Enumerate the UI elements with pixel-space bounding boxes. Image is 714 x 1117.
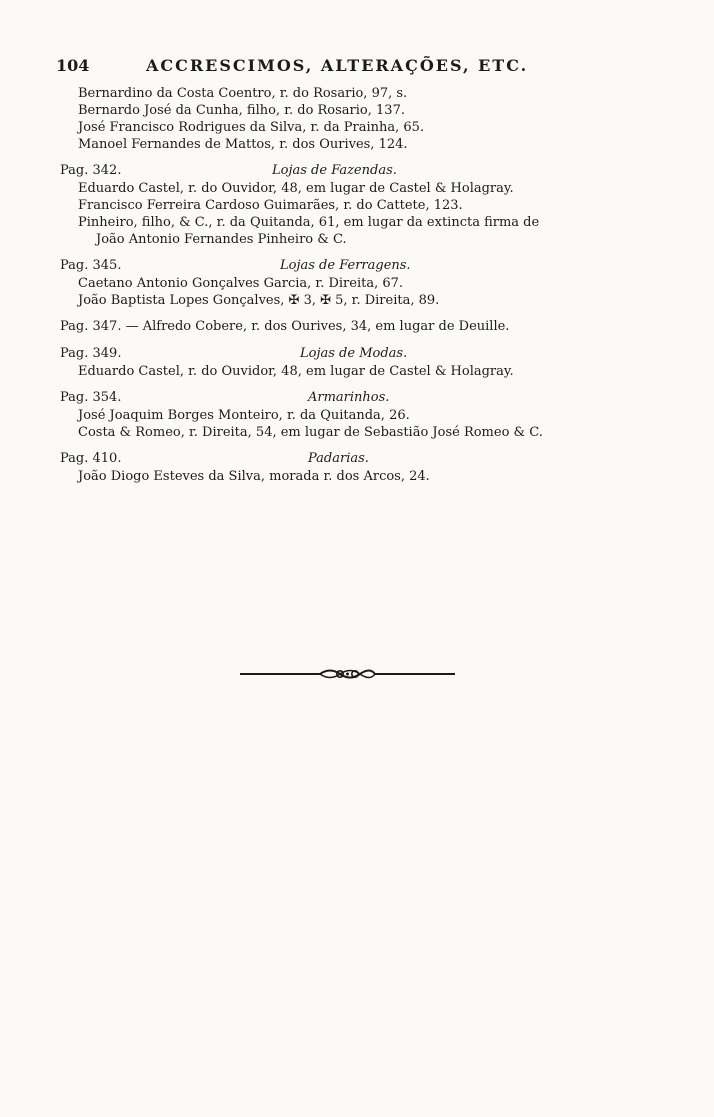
- page-reference: Pag. 349.: [60, 346, 122, 361]
- section-lojas-de-ferragens: [60, 257, 660, 309]
- list-item: Francisco Ferreira Cardoso Guimarães, r. do Cattete, 123.: [78, 198, 463, 213]
- list-item: João Diogo Esteves da Silva, morada r. dos Arcos, 24.: [78, 469, 430, 484]
- section-lojas-de-fazendas: [60, 162, 660, 248]
- list-item: Eduardo Castel, r. do Ouvidor, 48, em lugar de Castel & Holagray.: [78, 181, 514, 196]
- ornament-divider: [240, 665, 455, 683]
- list-item: Bernardino da Costa Coentro, r. do Rosario, 97, s.: [78, 86, 408, 101]
- section-lojas-de-modas: [60, 345, 660, 380]
- list-item: Bernardo José da Cunha, filho, r. do Rosario, 137.: [78, 103, 405, 118]
- page-reference: Pag. 345.: [60, 258, 122, 273]
- section-heading: [60, 450, 660, 468]
- section-heading: [60, 257, 660, 275]
- page-number: 104: [56, 56, 90, 75]
- page-reference: Pag. 410.: [60, 451, 122, 466]
- page-body: [60, 85, 660, 485]
- page-reference: Pag. 354.: [60, 390, 122, 405]
- section-heading: [60, 345, 660, 363]
- page-reference: Pag. 342.: [60, 163, 122, 178]
- list-item: Eduardo Castel, r. do Ouvidor, 48, em lugar de Castel & Holagray.: [78, 364, 514, 379]
- category-title: Lojas de Fazendas.: [272, 163, 397, 178]
- list-item-continuation: João Antonio Fernandes Pinheiro & C.: [96, 232, 347, 247]
- list-item: Manoel Fernandes de Mattos, r. dos Ourives, 124.: [78, 137, 408, 152]
- list-item: José Francisco Rodrigues da Silva, r. da Prainha, 65.: [78, 120, 425, 135]
- category-title: Armarinhos.: [308, 390, 390, 405]
- category-title: Padarias.: [308, 451, 369, 466]
- section-armarinhos: [60, 389, 660, 441]
- page-reference-entry: Pag. 347. — Alfredo Cobere, r. dos Ourives, 34, em lugar de Deuille.: [60, 319, 510, 334]
- section-padarias: [60, 450, 660, 485]
- list-item: João Baptista Lopes Gonçalves, ✠ 3, ✠ 5, r. Direita, 89.: [78, 293, 440, 308]
- section-heading: [60, 162, 660, 180]
- list-item: Caetano Antonio Gonçalves Garcia, r. Direita, 67.: [78, 276, 404, 291]
- list-item: José Joaquim Borges Monteiro, r. da Quitanda, 26.: [78, 408, 410, 423]
- category-title: Lojas de Modas.: [300, 346, 408, 361]
- page-header: [56, 56, 546, 80]
- section-pag-347: [60, 318, 660, 336]
- list-item: Costa & Romeo, r. Direita, 54, em lugar de Sebastião José Romeo & C.: [78, 425, 543, 440]
- section-heading: [60, 389, 660, 407]
- category-title: Lojas de Ferragens.: [280, 258, 411, 273]
- list-item: Pinheiro, filho, & C., r. da Quitanda, 61, em lugar da extincta firma de: [78, 215, 540, 230]
- section-heading: [60, 318, 660, 336]
- running-title: ACCRESCIMOS, ALTERAÇÕES, ETC.: [146, 56, 529, 75]
